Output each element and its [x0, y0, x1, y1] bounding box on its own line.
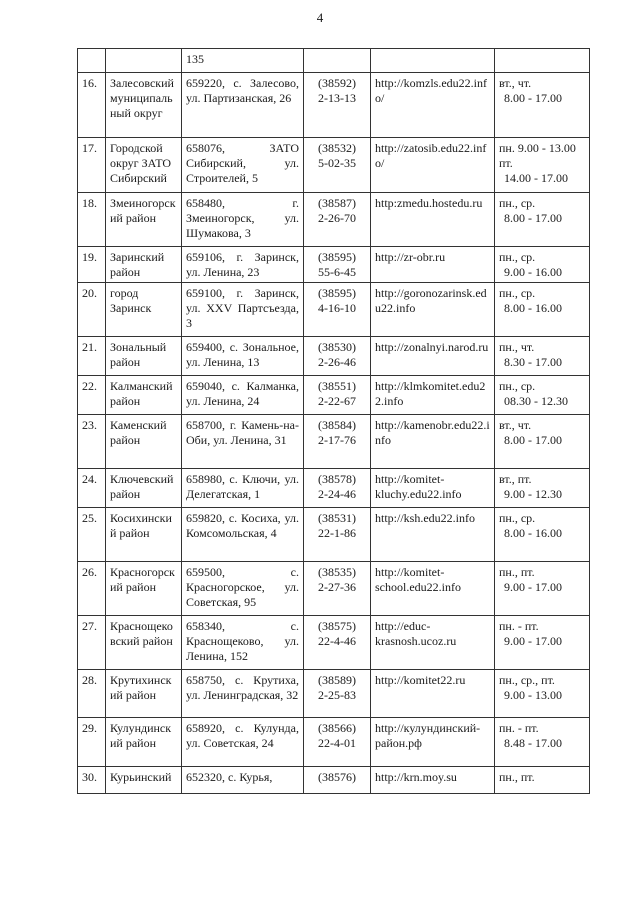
district-name: Змеиногорский район	[106, 193, 182, 247]
reception-hours	[495, 415, 590, 469]
reception-time: 8.00 - 16.00	[504, 301, 562, 315]
website-link[interactable]: http://zatosib.edu22.info/	[371, 138, 495, 193]
row-number: 18.	[78, 193, 106, 247]
phone	[304, 138, 371, 193]
reception-hours	[495, 767, 590, 794]
postal-address: 658076, ЗАТО Сибирский, ул. Строителей, 5	[182, 138, 304, 193]
reception-time: 9.00 - 17.00	[504, 580, 562, 594]
reception-time: 14.00 - 17.00	[504, 171, 568, 185]
reception-hours	[495, 562, 590, 616]
phone	[304, 767, 371, 794]
table-row	[78, 670, 590, 718]
phone-number: 4-16-10	[318, 301, 356, 315]
reception-hours	[495, 138, 590, 193]
reception-days: вт., пт.	[499, 472, 532, 486]
table-row	[78, 337, 590, 376]
phone	[304, 49, 371, 73]
reception-hours	[495, 337, 590, 376]
education-authorities-table	[77, 48, 590, 794]
district-name: Городской округ ЗАТО Сибирский	[106, 138, 182, 193]
postal-address: 659220, с. Залесово, ул. Партизанская, 26	[182, 73, 304, 138]
row-number: 29.	[78, 718, 106, 767]
website-link[interactable]: http://komitet-school.edu22.info	[371, 562, 495, 616]
phone-code: (38576)	[318, 770, 356, 784]
reception-time: 08.30 - 12.30	[504, 394, 568, 408]
postal-address: 659400, с. Зональное, ул. Ленина, 13	[182, 337, 304, 376]
website-link[interactable]: http://goronozarinsk.edu22.info	[371, 283, 495, 337]
reception-time: 8.48 - 17.00	[504, 736, 562, 750]
table-row	[78, 376, 590, 415]
row-number: 20.	[78, 283, 106, 337]
reception-time: 9.00 - 16.00	[504, 265, 562, 279]
reception-hours	[495, 283, 590, 337]
postal-address: 659820, с. Косиха, ул. Комсомольская, 4	[182, 508, 304, 562]
phone-code: (38595)	[318, 286, 356, 300]
table-row	[78, 247, 590, 283]
row-number: 30.	[78, 767, 106, 794]
district-name: Ключевский район	[106, 469, 182, 508]
postal-address: 659040, с. Калманка, ул. Ленина, 24	[182, 376, 304, 415]
district-name: Заринский район	[106, 247, 182, 283]
district-name: Кулундинский район	[106, 718, 182, 767]
website-link[interactable]: http://кулундинский-район.рф	[371, 718, 495, 767]
website-link[interactable]: http://ksh.edu22.info	[371, 508, 495, 562]
table-row	[78, 616, 590, 670]
table-row	[78, 718, 590, 767]
row-number: 21.	[78, 337, 106, 376]
reception-days: пн., ср.	[499, 196, 536, 210]
postal-address: 658980, с. Ключи, ул. Делегатская, 1	[182, 469, 304, 508]
website-link[interactable]: http://krn.moy.su	[371, 767, 495, 794]
phone	[304, 247, 371, 283]
reception-hours	[495, 718, 590, 767]
website-link[interactable]: http:zmedu.hostedu.ru	[371, 193, 495, 247]
postal-address: 658750, с. Крутиха, ул. Ленинградская, 32	[182, 670, 304, 718]
reception-days: вт., чт.	[499, 418, 532, 432]
reception-time: 9.00 - 12.30	[504, 487, 562, 501]
reception-hours	[495, 247, 590, 283]
row-number: 17.	[78, 138, 106, 193]
phone	[304, 562, 371, 616]
postal-address: 658480, г. Змеиногорск, ул. Шумакова, 3	[182, 193, 304, 247]
website-link[interactable]: http://komitet22.ru	[371, 670, 495, 718]
district-name: Калманский район	[106, 376, 182, 415]
table-row	[78, 49, 590, 73]
reception-time: 8.00 - 17.00	[504, 211, 562, 225]
table-row	[78, 283, 590, 337]
phone	[304, 415, 371, 469]
postal-address: 658700, г. Камень-на-Оби, ул. Ленина, 31	[182, 415, 304, 469]
table-row	[78, 562, 590, 616]
table-row	[78, 138, 590, 193]
reception-hours	[495, 616, 590, 670]
reception-days: вт., чт.	[499, 76, 532, 90]
row-number	[78, 49, 106, 73]
postal-address: 135	[182, 49, 304, 73]
reception-time: 8.30 - 17.00	[504, 355, 562, 369]
phone-code: (38575)	[318, 619, 356, 633]
phone-number: 55-6-45	[318, 265, 356, 279]
row-number: 22.	[78, 376, 106, 415]
website-link[interactable]	[371, 49, 495, 73]
postal-address: 652320, с. Курья,	[182, 767, 304, 794]
district-name	[106, 49, 182, 73]
phone-code: (38551)	[318, 379, 356, 393]
postal-address: 659100, г. Заринск, ул. XXV Партсъезда, 3	[182, 283, 304, 337]
phone	[304, 73, 371, 138]
reception-time: 9.00 - 17.00	[504, 634, 562, 648]
phone-number: 2-13-13	[318, 91, 356, 105]
reception-time: 9.00 - 13.00	[504, 688, 562, 702]
reception-days: пн., чт.	[499, 340, 535, 354]
phone-number: 2-26-70	[318, 211, 356, 225]
district-name: Зональный район	[106, 337, 182, 376]
phone-code: (38535)	[318, 565, 356, 579]
phone-number: 2-24-46	[318, 487, 356, 501]
reception-days: пн. - пт.	[499, 721, 539, 735]
reception-days: пн. 9.00 - 13.00 пт.	[499, 141, 576, 170]
reception-hours	[495, 670, 590, 718]
phone-code: (38584)	[318, 418, 356, 432]
phone-code: (38592)	[318, 76, 356, 90]
reception-hours	[495, 193, 590, 247]
website-link[interactable]: http://educ-krasnosh.ucoz.ru	[371, 616, 495, 670]
phone-number: 22-4-46	[318, 634, 356, 648]
district-name: Косихинский район	[106, 508, 182, 562]
reception-time: 8.00 - 16.00	[504, 526, 562, 540]
phone-code: (38589)	[318, 673, 356, 687]
reception-days: пн., ср.	[499, 379, 536, 393]
phone-code: (38531)	[318, 511, 356, 525]
row-number: 25.	[78, 508, 106, 562]
row-number: 28.	[78, 670, 106, 718]
reception-hours	[495, 376, 590, 415]
page-number: 4	[316, 10, 324, 25]
reception-hours	[495, 49, 590, 73]
reception-hours	[495, 508, 590, 562]
phone-code: (38587)	[318, 196, 356, 210]
reception-time: 8.00 - 17.00	[504, 91, 562, 105]
phone-number: 22-4-01	[318, 736, 356, 750]
phone-number: 2-22-67	[318, 394, 356, 408]
phone-number: 2-27-36	[318, 580, 356, 594]
phone	[304, 670, 371, 718]
reception-time: 8.00 - 17.00	[504, 433, 562, 447]
website-link[interactable]: http://zr-obr.ru	[371, 247, 495, 283]
phone-code: (38566)	[318, 721, 356, 735]
table-body	[78, 49, 590, 794]
reception-days: пн., пт.	[499, 565, 535, 579]
row-number: 24.	[78, 469, 106, 508]
website-link[interactable]: http://kamenobr.edu22.info	[371, 415, 495, 469]
table-row	[78, 508, 590, 562]
postal-address: 658340, с. Краснощеково, ул. Ленина, 152	[182, 616, 304, 670]
phone-code: (38530)	[318, 340, 356, 354]
district-name: Каменский район	[106, 415, 182, 469]
row-number: 16.	[78, 73, 106, 138]
phone	[304, 283, 371, 337]
postal-address: 659106, г. Заринск, ул. Ленина, 23	[182, 247, 304, 283]
reception-days: пн. - пт.	[499, 619, 539, 633]
phone	[304, 337, 371, 376]
phone-number: 22-1-86	[318, 526, 356, 540]
phone-number: 5-02-35	[318, 156, 356, 170]
phone-code: (38595)	[318, 250, 356, 264]
reception-hours	[495, 73, 590, 138]
website-link[interactable]: http://zonalnyi.narod.ru	[371, 337, 495, 376]
reception-days: пн., ср., пт.	[499, 673, 555, 687]
postal-address: 658920, с. Кулунда, ул. Советская, 24	[182, 718, 304, 767]
phone-code: (38532)	[318, 141, 356, 155]
reception-days: пн., ср.	[499, 250, 536, 264]
phone	[304, 193, 371, 247]
website-link[interactable]: http://komitet-kluchy.edu22.info	[371, 469, 495, 508]
reception-days: пн., пт.	[499, 770, 535, 784]
postal-address: 659500, с. Красногорское, ул. Советская, 95	[182, 562, 304, 616]
reception-days: пн., ср.	[499, 511, 536, 525]
phone	[304, 616, 371, 670]
website-link[interactable]: http://komzls.edu22.info/	[371, 73, 495, 138]
phone-number: 2-25-83	[318, 688, 356, 702]
district-name: Красногорский район	[106, 562, 182, 616]
district-name: город Заринск	[106, 283, 182, 337]
phone-code: (38578)	[318, 472, 356, 486]
table-row	[78, 193, 590, 247]
phone	[304, 376, 371, 415]
table-row	[78, 469, 590, 508]
table-row	[78, 415, 590, 469]
phone	[304, 508, 371, 562]
row-number: 27.	[78, 616, 106, 670]
table-row	[78, 73, 590, 138]
table-row	[78, 767, 590, 794]
phone-number: 2-17-76	[318, 433, 356, 447]
district-name: Краснощековский район	[106, 616, 182, 670]
district-name: Крутихинский район	[106, 670, 182, 718]
district-name: Залесовский муниципальный округ	[106, 73, 182, 138]
row-number: 19.	[78, 247, 106, 283]
phone	[304, 718, 371, 767]
row-number: 23.	[78, 415, 106, 469]
row-number: 26.	[78, 562, 106, 616]
phone	[304, 469, 371, 508]
phone-number: 2-26-46	[318, 355, 356, 369]
website-link[interactable]: http://klmkomitet.edu22.info	[371, 376, 495, 415]
reception-days: пн., ср.	[499, 286, 536, 300]
district-name: Курьинский	[106, 767, 182, 794]
reception-hours	[495, 469, 590, 508]
